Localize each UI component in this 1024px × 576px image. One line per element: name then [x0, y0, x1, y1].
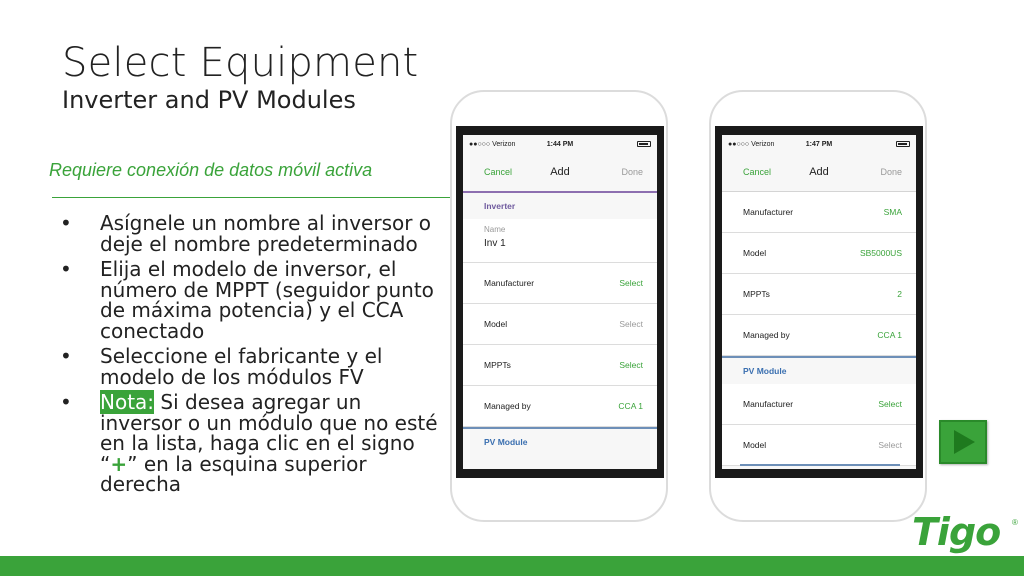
phone-mockup-selected: [709, 90, 927, 522]
status-bar: [463, 135, 657, 153]
row-label: MPPTs: [743, 289, 770, 299]
nav-title: Add: [809, 166, 829, 178]
status-bar: [722, 135, 916, 153]
row-label: MPPTs: [484, 360, 511, 370]
row-value[interactable]: Select: [878, 399, 902, 409]
bullet-dot: •: [60, 344, 72, 368]
name-label: Name: [484, 225, 506, 234]
bullet-dot: •: [60, 390, 72, 414]
note-text: Si desea agregar un inversor o un módulo que no esté en la lista, haga clic en el signo “: [100, 390, 438, 476]
instruction-text: Elija el modelo de inversor, el número de MPPT (seguidor punto de máxima potencia) y el CCA conectado: [100, 257, 434, 343]
section-inverter: Inverter: [463, 193, 657, 219]
nav-bar: [722, 153, 916, 192]
status-time: 1:44 PM: [546, 140, 574, 148]
play-arrow-icon: [948, 427, 978, 457]
plus-sign: +: [110, 451, 128, 476]
managed-by-row[interactable]: [463, 386, 657, 427]
row-label: Manufacturer: [743, 207, 794, 217]
row-label: Model: [743, 440, 767, 450]
row-value[interactable]: CCA 1: [618, 401, 643, 411]
mppts-row[interactable]: [463, 345, 657, 386]
done-button[interactable]: Done: [880, 167, 902, 177]
note-text-end: ” en la esquina superior derecha: [100, 451, 367, 496]
inverter-name-field[interactable]: [463, 219, 657, 263]
nav-bar: [463, 153, 657, 193]
row-value[interactable]: SB5000US: [859, 248, 902, 258]
nav-title: Add: [550, 166, 570, 178]
carrier-label: ●●○○○ Verizon: [469, 140, 516, 148]
bottom-divider: [740, 464, 900, 466]
pv-model-row[interactable]: [722, 425, 916, 466]
model-row[interactable]: [722, 233, 916, 274]
section-pv-module: PV Module: [463, 429, 657, 455]
instruction-item: [60, 213, 440, 254]
model-row[interactable]: [463, 304, 657, 345]
instruction-item: [60, 259, 440, 341]
phone-screen: [715, 126, 923, 478]
carrier-label: ●●○○○ Verizon: [728, 140, 775, 148]
add-equipment-screen: [722, 135, 916, 469]
instruction-text: Seleccione el fabricante y el modelo de los módulos FV: [100, 344, 383, 389]
row-value[interactable]: 2: [897, 289, 902, 299]
instruction-text: Asígnele un nombre al inversor o deje el nombre predeterminado: [100, 211, 432, 256]
data-connection-notice: Requiere conexión de datos móvil activa: [49, 160, 373, 180]
bullet-dot: •: [60, 257, 72, 281]
tigo-logo: Tigo: [912, 510, 1001, 554]
row-value[interactable]: Select: [619, 319, 643, 329]
row-label: Model: [743, 248, 767, 258]
row-value[interactable]: Select: [878, 440, 902, 450]
row-value[interactable]: Select: [619, 360, 643, 370]
manufacturer-row[interactable]: [463, 263, 657, 304]
bullet-dot: •: [60, 211, 72, 235]
manufacturer-row[interactable]: [722, 192, 916, 233]
row-label: Manufacturer: [743, 399, 794, 409]
row-label: Manufacturer: [484, 278, 535, 288]
instruction-item: [60, 346, 440, 387]
row-label: Model: [484, 319, 508, 329]
phone-mockup-inverter: [450, 90, 668, 522]
row-value[interactable]: SMA: [883, 207, 902, 217]
row-label: Managed by: [484, 401, 531, 411]
footer-bar: [0, 556, 1024, 576]
row-label: Managed by: [743, 330, 790, 340]
section-pv-module: PV Module: [722, 358, 916, 384]
slide-subtitle: Inverter and PV Modules: [62, 86, 356, 114]
mppts-row[interactable]: [722, 274, 916, 315]
cancel-button[interactable]: Cancel: [484, 167, 513, 177]
cancel-button[interactable]: Cancel: [743, 167, 772, 177]
note-highlight: Nota:: [100, 390, 155, 414]
slide-title: Select Equipment: [62, 40, 419, 86]
name-value[interactable]: Inv 1: [484, 238, 506, 249]
row-value[interactable]: CCA 1: [877, 330, 902, 340]
managed-by-row[interactable]: [722, 315, 916, 356]
instruction-item-note: [60, 392, 440, 495]
instruction-list: [60, 213, 440, 500]
notice-divider: [52, 197, 450, 198]
status-time: 1:47 PM: [805, 140, 833, 148]
battery-icon: [637, 141, 651, 147]
row-value[interactable]: Select: [619, 278, 643, 288]
phone-screen: [456, 126, 664, 478]
battery-icon: [896, 141, 910, 147]
next-slide-button[interactable]: [939, 420, 987, 464]
registered-mark: ®: [1012, 518, 1018, 527]
add-equipment-screen: [463, 135, 657, 469]
pv-manufacturer-row[interactable]: [722, 384, 916, 425]
done-button[interactable]: Done: [621, 167, 643, 177]
